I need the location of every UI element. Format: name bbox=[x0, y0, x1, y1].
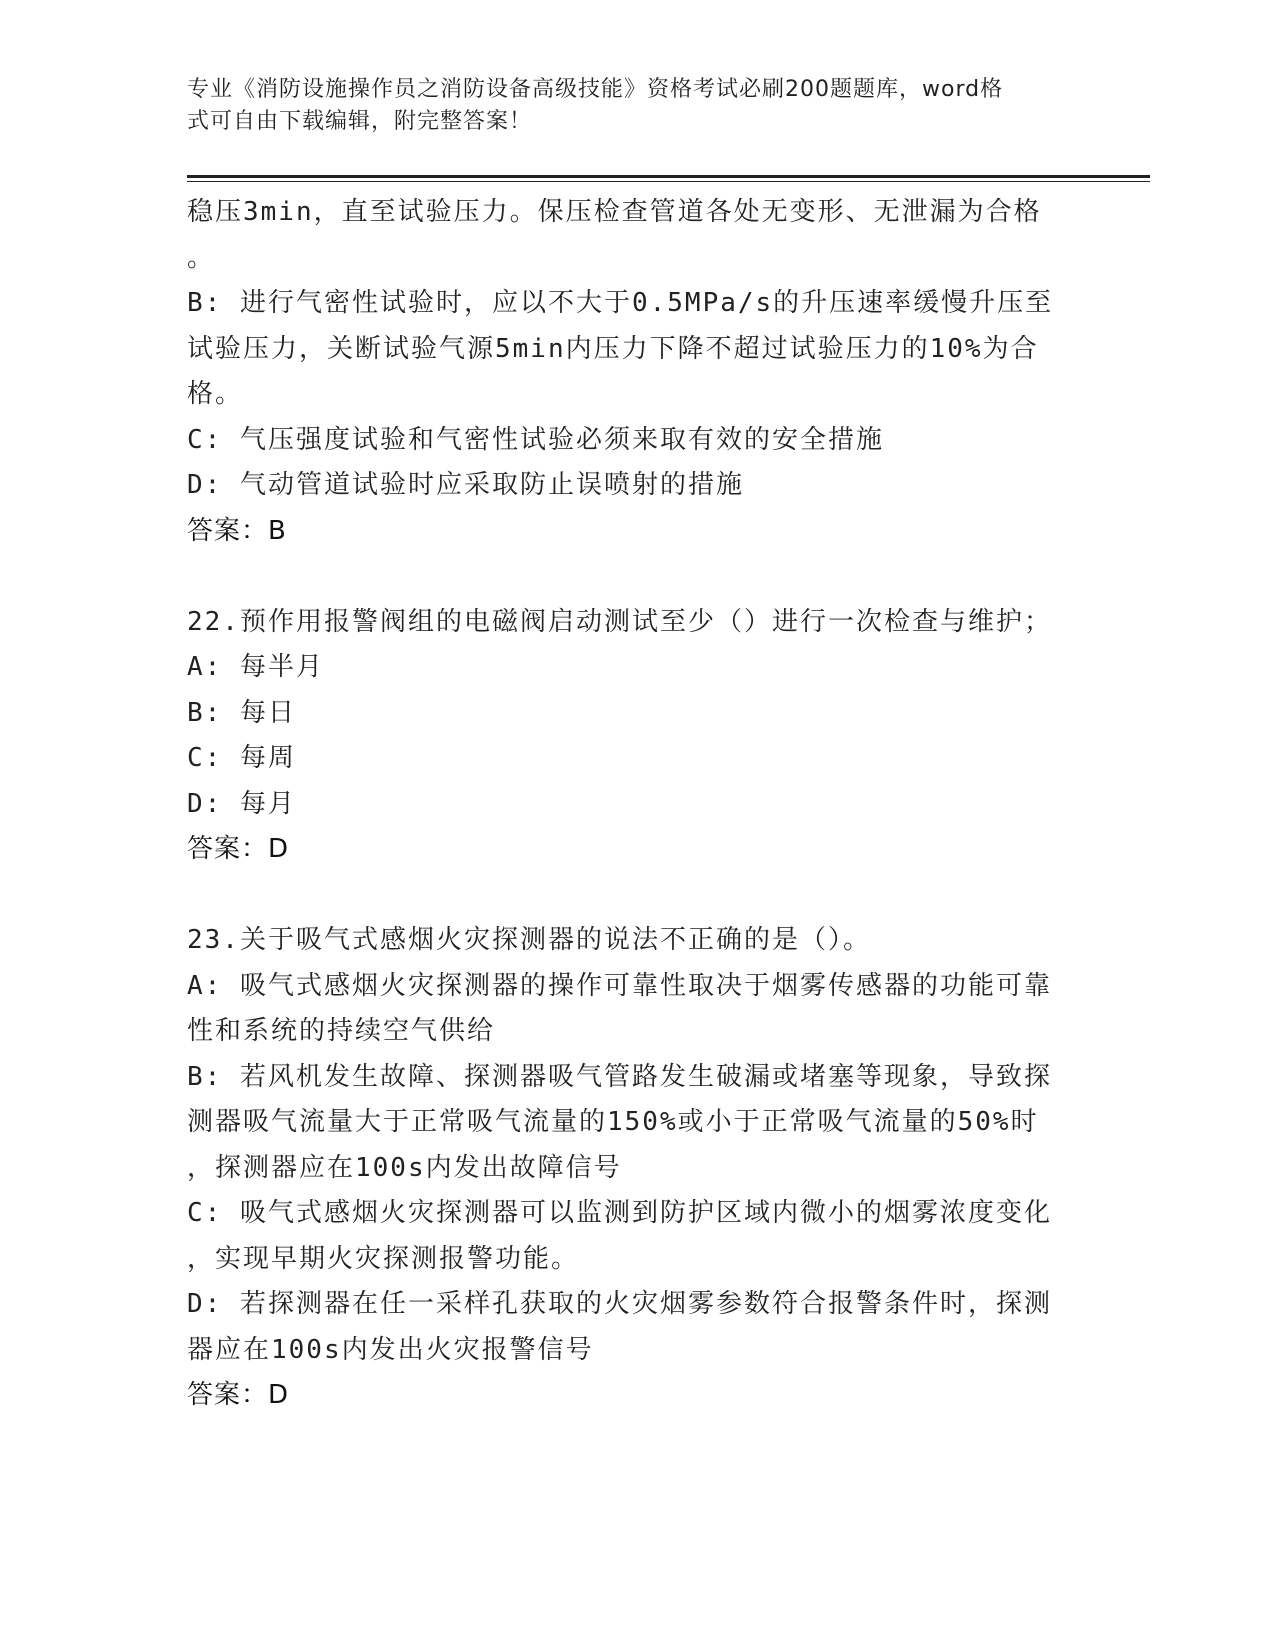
option-b-line: 测器吸气流量大于正常吸气流量的150%或小于正常吸气流量的50%时 bbox=[187, 1107, 1039, 1137]
option-d-line: D: 若探测器在任一采样孔获取的火灾烟雾参数符合报警条件时，探测 bbox=[187, 1289, 1052, 1319]
option-a: A: 每半月 bbox=[187, 652, 324, 682]
option-d: D: 气动管道试验时应采取防止误喷射的措施 bbox=[187, 470, 744, 500]
option-b-line: ，探测器应在100s内发出故障信号 bbox=[187, 1152, 622, 1183]
option-b-line: 试验压力，关断试验气源5min内压力下降不超过试验压力的10%为合 bbox=[187, 333, 1039, 364]
answer-label: 答案：D bbox=[187, 834, 290, 864]
text-line: 。 bbox=[187, 242, 216, 273]
header-rule-thick bbox=[187, 175, 1150, 178]
header-line-1: 专业《消防设施操作员之消防设备高级技能》资格考试必刷200题题库，word格 bbox=[187, 77, 1004, 102]
spacer bbox=[187, 554, 1087, 600]
option-b-line: B: 若风机发生故障、探测器吸气管路发生破漏或堵塞等现象，导致探 bbox=[187, 1061, 1052, 1092]
option-c: C: 气压强度试验和气密性试验必须来取有效的安全措施 bbox=[187, 424, 884, 455]
option-b-line: B: 进行气密性试验时，应以不大于0.5MPa/s的升压速率缓慢升压至 bbox=[187, 288, 1054, 318]
header-line-2: 式可自由下载编辑，附完整答案！ bbox=[187, 109, 533, 134]
option-d-line: 器应在100s内发出火灾报警信号 bbox=[187, 1334, 594, 1365]
document-body bbox=[187, 190, 1087, 1419]
option-d: D: 每月 bbox=[187, 788, 296, 819]
header-rule-thin bbox=[187, 181, 1150, 182]
option-c-line: C: 吸气式感烟火灾探测器可以监测到防护区域内微小的烟雾浓度变化 bbox=[187, 1198, 1052, 1228]
text-line: 稳压3min，直至试验压力。保压检查管道各处无变形、无泄漏为合格 bbox=[187, 197, 1042, 227]
answer-label: 答案：D bbox=[187, 1380, 290, 1410]
question-text: 22.预作用报警阀组的电磁阀启动测试至少（）进行一次检查与维护； bbox=[187, 606, 1052, 637]
option-c-line: ，实现早期火灾探测报警功能。 bbox=[187, 1243, 580, 1274]
option-b-line: 格。 bbox=[187, 379, 244, 409]
spacer bbox=[187, 873, 1087, 919]
question-22 bbox=[187, 600, 1087, 873]
option-a-line: A: 吸气式感烟火灾探测器的操作可靠性取决于烟雾传感器的功能可靠 bbox=[187, 970, 1052, 1001]
question-23 bbox=[187, 918, 1087, 1419]
answer-label: 答案：B bbox=[187, 515, 287, 546]
document-header bbox=[187, 74, 1067, 138]
option-c: C: 每周 bbox=[187, 743, 296, 773]
option-b: B: 每日 bbox=[187, 697, 296, 728]
question-text: 23.关于吸气式感烟火灾探测器的说法不正确的是（）。 bbox=[187, 925, 871, 955]
option-a-line: 性和系统的持续空气供给 bbox=[187, 1016, 496, 1046]
question-21-continuation bbox=[187, 190, 1087, 554]
